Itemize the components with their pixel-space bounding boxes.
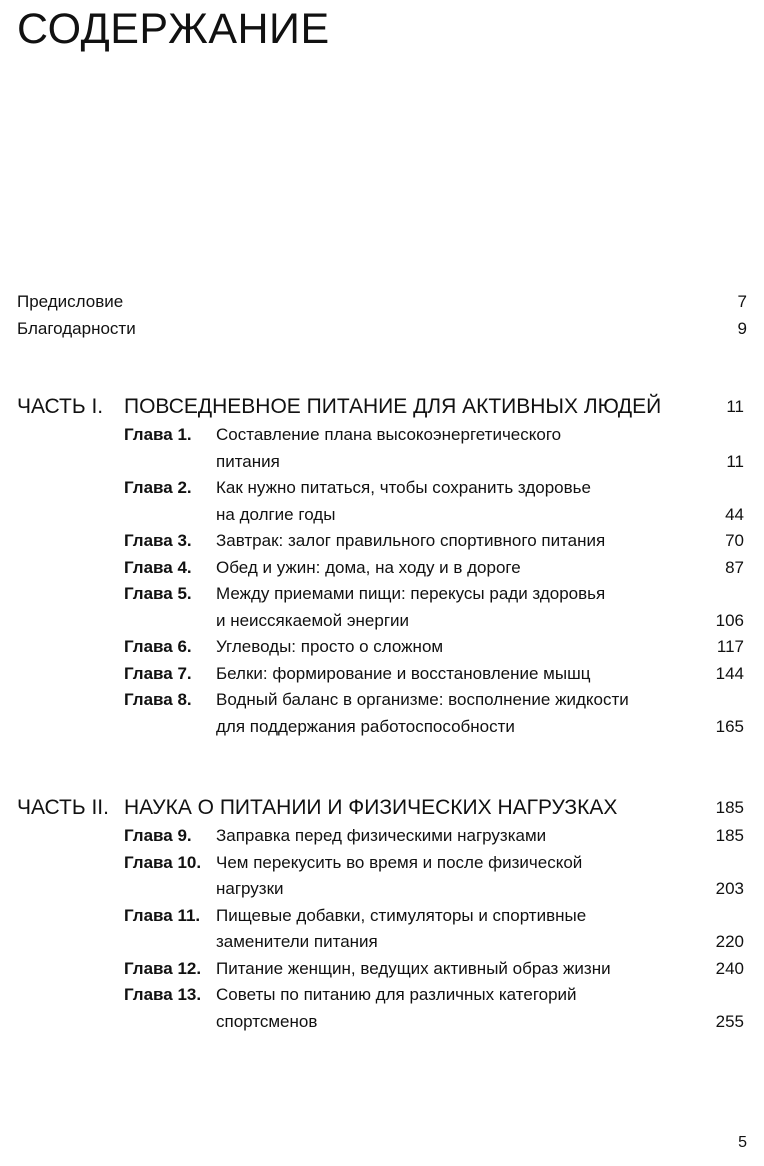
chapter-page: 240 bbox=[715, 958, 744, 978]
chapter-page: 44 bbox=[725, 504, 744, 524]
entry-label: Благодарности bbox=[17, 319, 136, 338]
toc-entry-chapter[interactable] bbox=[17, 903, 744, 956]
chapter-title-line: и неиссякаемой энергии bbox=[216, 610, 410, 630]
chapter-title-line: Заправка перед физическими нагрузками bbox=[216, 826, 547, 845]
chapter-page: 185 bbox=[715, 826, 744, 845]
toc-entry-chapter[interactable] bbox=[17, 581, 744, 634]
chapter-number: Глава 3. bbox=[124, 531, 192, 550]
chapter-page: 203 bbox=[715, 879, 744, 898]
chapter-number: Глава 6. bbox=[124, 637, 192, 656]
chapter-page: 255 bbox=[715, 1011, 744, 1031]
entry-label: Предисловие bbox=[17, 292, 124, 311]
page-number: 5 bbox=[738, 1134, 747, 1151]
chapter-number: Глава 1. bbox=[124, 425, 192, 444]
chapter-number: Глава 13. bbox=[124, 985, 202, 1004]
chapter-title-line: Чем перекусить во время и после физической bbox=[216, 852, 583, 872]
chapter-number: Глава 11. bbox=[124, 905, 201, 925]
chapter-title-line: на долгие годы bbox=[216, 504, 336, 524]
toc-entry-chapter[interactable] bbox=[17, 475, 744, 528]
toc-entry-chapter[interactable] bbox=[17, 661, 744, 688]
entry-page: 7 bbox=[737, 292, 747, 311]
chapter-number: Глава 4. bbox=[124, 557, 192, 577]
chapter-title-line: Завтрак: залог правильного спортивного питания bbox=[216, 531, 606, 550]
part-2 bbox=[17, 793, 744, 1035]
toc-entry-chapter[interactable] bbox=[17, 422, 744, 475]
chapter-page: 144 bbox=[715, 663, 744, 683]
toc-entry-chapter[interactable] bbox=[17, 528, 744, 555]
toc-entry-chapter[interactable] bbox=[17, 555, 744, 582]
chapter-title-line: Обед и ужин: дома, на ходу и в дороге bbox=[216, 557, 521, 577]
chapter-page: 220 bbox=[715, 932, 744, 951]
toc-entry-chapter[interactable] bbox=[17, 687, 744, 740]
part-heading[interactable] bbox=[17, 793, 744, 823]
chapter-title-line: Углеводы: просто о сложном bbox=[216, 637, 444, 656]
toc-entry-preface[interactable] bbox=[17, 288, 747, 315]
chapter-number: Глава 9. bbox=[124, 826, 192, 845]
chapter-page: 87 bbox=[725, 557, 744, 577]
chapter-number: Глава 8. bbox=[124, 690, 192, 709]
chapter-title-line: питания bbox=[216, 451, 280, 471]
chapter-title-line: нагрузки bbox=[216, 879, 284, 898]
toc-entry-chapter[interactable] bbox=[17, 823, 744, 850]
chapter-title-line: Питание женщин, ведущих активный образ жизни bbox=[216, 958, 611, 978]
part-page: 11 bbox=[726, 397, 744, 416]
chapter-title-line: спортсменов bbox=[216, 1011, 318, 1031]
chapter-page: 106 bbox=[715, 610, 744, 630]
part-title: НАУКА О ПИТАНИИ И ФИЗИЧЕСКИХ НАГРУЗКАХ bbox=[124, 796, 618, 819]
chapter-page: 11 bbox=[726, 451, 744, 471]
chapter-number: Глава 10. bbox=[124, 852, 202, 872]
part-page: 185 bbox=[715, 798, 744, 817]
part-1 bbox=[17, 392, 744, 740]
chapter-title-line: Как нужно питаться, чтобы сохранить здоровье bbox=[216, 478, 591, 497]
part-title: ПОВСЕДНЕВНОЕ ПИТАНИЕ ДЛЯ АКТИВНЫХ ЛЮДЕЙ bbox=[124, 395, 662, 418]
chapter-title-line: Белки: формирование и восстановление мышц bbox=[216, 663, 591, 683]
toc-entry-chapter[interactable] bbox=[17, 956, 744, 983]
part-label: ЧАСТЬ II. bbox=[17, 796, 109, 819]
chapter-number: Глава 12. bbox=[124, 958, 202, 978]
chapter-title-line: Между приемами пищи: перекусы ради здоровья bbox=[216, 584, 606, 603]
toc-entry-chapter[interactable] bbox=[17, 982, 744, 1035]
chapter-title-line: для поддержания работоспособности bbox=[216, 716, 515, 736]
toc-entry-acknowledgements[interactable] bbox=[17, 315, 747, 342]
chapter-title-line: Водный баланс в организме: восполнение жидкости bbox=[216, 690, 629, 709]
chapter-number: Глава 7. bbox=[124, 663, 192, 683]
toc-entry-chapter[interactable] bbox=[17, 850, 744, 903]
chapter-title-line: Советы по питанию для различных категорий bbox=[216, 985, 577, 1004]
chapter-page: 165 bbox=[715, 716, 744, 736]
page-title: СОДЕРЖАНИЕ bbox=[17, 5, 330, 53]
chapter-title-line: Составление плана высокоэнергетического bbox=[216, 425, 562, 444]
front-matter bbox=[17, 288, 747, 342]
toc-entry-chapter[interactable] bbox=[17, 634, 744, 661]
part-heading[interactable] bbox=[17, 392, 744, 422]
chapter-title-line: заменители питания bbox=[216, 932, 378, 951]
part-label: ЧАСТЬ I. bbox=[17, 395, 104, 418]
entry-page: 9 bbox=[737, 319, 747, 338]
chapter-number: Глава 2. bbox=[124, 478, 192, 497]
chapter-title-line: Пищевые добавки, стимуляторы и спортивные bbox=[216, 905, 587, 925]
chapter-page: 117 bbox=[716, 637, 744, 656]
chapter-number: Глава 5. bbox=[124, 584, 192, 603]
chapter-page: 70 bbox=[725, 531, 744, 550]
